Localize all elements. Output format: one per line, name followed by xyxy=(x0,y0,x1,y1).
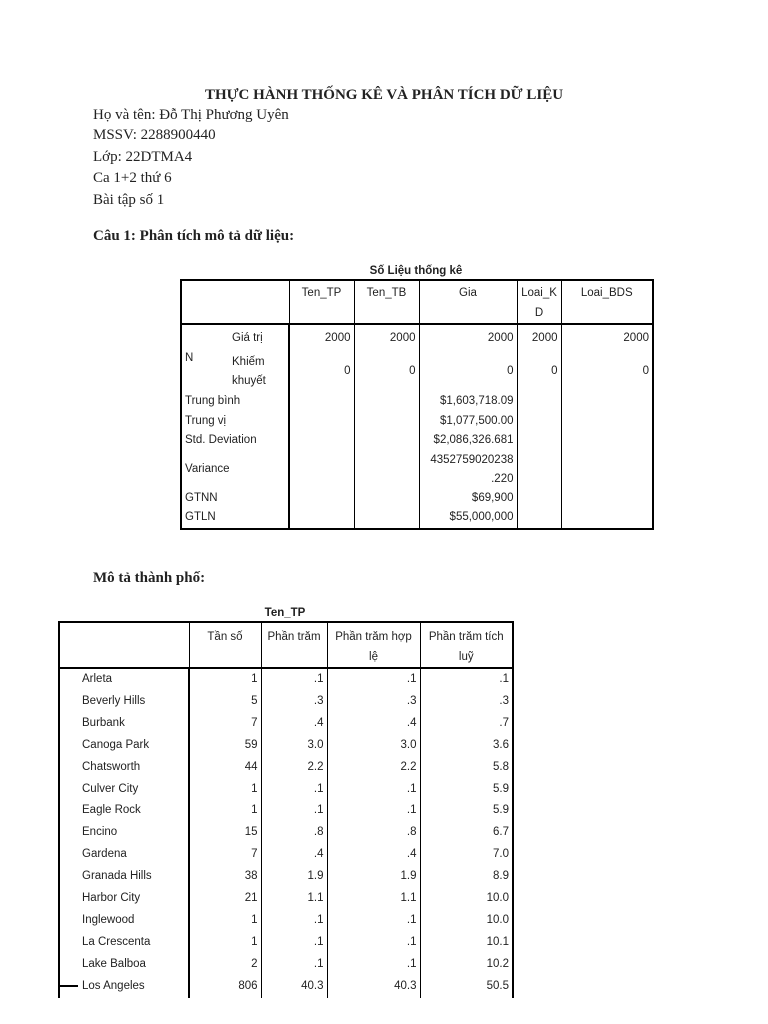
table-row xyxy=(59,822,513,844)
table-row xyxy=(59,932,513,954)
cell: 1.9 xyxy=(327,866,420,888)
stats-row-mean xyxy=(181,392,653,412)
document-title: THỰC HÀNH THỐNG KÊ VÀ PHÂN TÍCH DỮ LIỆU xyxy=(204,87,564,103)
row-label: Variance xyxy=(185,462,230,475)
cell: .1 xyxy=(327,954,420,976)
table-row xyxy=(59,691,513,713)
cell: 2000 xyxy=(419,324,517,352)
table-row xyxy=(59,713,513,735)
cell: 1 xyxy=(189,668,261,691)
stats-row-min xyxy=(181,489,653,509)
row-label: Std. Deviation xyxy=(185,434,257,446)
student-name: Họ và tên: Đỗ Thị Phương Uyên xyxy=(93,107,289,123)
cell: 0 xyxy=(354,352,419,392)
table-row xyxy=(59,910,513,932)
stats-header-row xyxy=(181,280,653,324)
stats-row-variance xyxy=(181,451,653,489)
city-name: Los Angeles xyxy=(82,979,145,992)
cell-line: 4352759020238 xyxy=(430,453,514,466)
cell: 1.9 xyxy=(261,866,327,888)
cell: 6.7 xyxy=(420,822,513,844)
cell: .4 xyxy=(261,844,327,866)
cell: $1,603,718.09 xyxy=(419,392,517,412)
cell: 21 xyxy=(189,888,261,910)
city-name: Culver City xyxy=(82,782,139,795)
cell: 0 xyxy=(289,352,354,392)
cell-line: .220 xyxy=(491,472,514,485)
cell: 7 xyxy=(189,713,261,735)
stats-row-max xyxy=(181,508,653,529)
cell: 40.3 xyxy=(261,976,327,998)
student-id: MSSV: 2288900440 xyxy=(93,127,216,143)
table-row xyxy=(59,757,513,779)
table-row xyxy=(59,735,513,757)
cell: $69,900 xyxy=(419,489,517,509)
city-name: Eagle Rock xyxy=(82,804,141,817)
cell: 1.1 xyxy=(327,888,420,910)
stats-row-median xyxy=(181,412,653,432)
cell: 3.0 xyxy=(261,735,327,757)
cell: .1 xyxy=(261,932,327,954)
row-label xyxy=(229,352,289,392)
cell: .4 xyxy=(261,713,327,735)
cell: .8 xyxy=(327,822,420,844)
cell: .1 xyxy=(261,800,327,822)
cell: .1 xyxy=(261,668,327,691)
cell: 2.2 xyxy=(327,757,420,779)
cell: .1 xyxy=(261,910,327,932)
table-row xyxy=(59,866,513,888)
city-table xyxy=(58,621,514,998)
cell: 3.6 xyxy=(420,735,513,757)
col-header: Gia xyxy=(419,280,517,324)
n-label: N xyxy=(185,351,194,364)
cell: 15 xyxy=(189,822,261,844)
cell: 2000 xyxy=(561,324,653,352)
cell: 0 xyxy=(561,352,653,392)
city-name: Beverly Hills xyxy=(82,694,146,707)
col-header: Phần trăm tích luỹ xyxy=(420,622,513,668)
row-label: Giá trị xyxy=(232,331,263,344)
cell: .4 xyxy=(327,713,420,735)
exercise-number: Bài tập số 1 xyxy=(93,192,165,208)
cell: .3 xyxy=(327,691,420,713)
city-name: Arleta xyxy=(82,673,113,685)
cell: .1 xyxy=(420,668,513,691)
city-name: Chatsworth xyxy=(82,760,141,773)
cell: 1.1 xyxy=(261,888,327,910)
cell: .8 xyxy=(261,822,327,844)
city-header-row xyxy=(59,622,513,668)
cell: .3 xyxy=(261,691,327,713)
cell: 44 xyxy=(189,757,261,779)
col-header: Phần trăm xyxy=(261,622,327,668)
table-row xyxy=(59,779,513,801)
question-1-heading: Câu 1: Phân tích mô tả dữ liệu: xyxy=(93,228,295,244)
cell: 2.2 xyxy=(261,757,327,779)
stats-table-caption: Số Liệu thống kê xyxy=(369,265,463,277)
row-label: GTNN xyxy=(185,491,218,504)
city-heading: Mô tả thành phố: xyxy=(93,570,206,586)
col-header: Ten_TB xyxy=(354,280,419,324)
cell: .4 xyxy=(327,844,420,866)
city-name: Inglewood xyxy=(82,913,135,926)
cell: 2000 xyxy=(289,324,354,352)
stats-row-valid xyxy=(181,324,653,352)
cell: .1 xyxy=(261,954,327,976)
cell: 10.2 xyxy=(420,954,513,976)
cell: 8.9 xyxy=(420,866,513,888)
col-header: Tần số xyxy=(189,622,261,668)
city-name: Granada Hills xyxy=(82,870,152,883)
city-name: Lake Balboa xyxy=(82,957,146,970)
cell: 38 xyxy=(189,866,261,888)
cell: 10.0 xyxy=(420,910,513,932)
col-header: Loai_BDS xyxy=(561,280,653,324)
table-row xyxy=(59,844,513,866)
table-row xyxy=(59,976,513,998)
cell: 5 xyxy=(189,691,261,713)
cell: 2 xyxy=(189,954,261,976)
cell: .1 xyxy=(261,779,327,801)
city-name: Gardena xyxy=(82,848,127,861)
cell: 40.3 xyxy=(327,976,420,998)
row-label: Trung bình xyxy=(185,395,241,407)
cell: 7 xyxy=(189,844,261,866)
cell: 7.0 xyxy=(420,844,513,866)
cell: .1 xyxy=(327,779,420,801)
row-label: Trung vị xyxy=(185,414,227,427)
cell: 50.5 xyxy=(420,976,513,998)
table-row xyxy=(59,668,513,691)
stats-table xyxy=(180,279,654,530)
cell: .1 xyxy=(327,800,420,822)
row-label-line: khuyết xyxy=(232,375,266,387)
cell: 5.8 xyxy=(420,757,513,779)
city-name: Harbor City xyxy=(82,892,141,905)
city-name: La Crescenta xyxy=(82,935,151,948)
cell: $1,077,500.00 xyxy=(419,412,517,432)
cell: 806 xyxy=(189,976,261,998)
cell: $2,086,326.681 xyxy=(419,431,517,451)
cell: 5.9 xyxy=(420,779,513,801)
cell: 0 xyxy=(419,352,517,392)
cell xyxy=(419,451,517,489)
cell: 10.1 xyxy=(420,932,513,954)
cell: 1 xyxy=(189,932,261,954)
col-header: Loai_K D xyxy=(517,280,561,324)
session-info: Ca 1+2 thứ 6 xyxy=(93,170,172,186)
cell: 1 xyxy=(189,800,261,822)
cell: 3.0 xyxy=(327,735,420,757)
city-name: Burbank xyxy=(82,716,125,729)
table-row xyxy=(59,800,513,822)
city-name: Canoga Park xyxy=(82,738,150,751)
cell: .7 xyxy=(420,713,513,735)
row-label: GTLN xyxy=(185,511,216,523)
cell: 2000 xyxy=(517,324,561,352)
cell: $55,000,000 xyxy=(419,508,517,529)
cell: 1 xyxy=(189,779,261,801)
table-row xyxy=(59,954,513,976)
cell: 10.0 xyxy=(420,888,513,910)
cell: 5.9 xyxy=(420,800,513,822)
stats-row-missing xyxy=(181,352,653,392)
cell: 0 xyxy=(517,352,561,392)
table-row xyxy=(59,888,513,910)
row-label-line: Khiếm xyxy=(232,356,265,368)
cell: .3 xyxy=(420,691,513,713)
class-name: Lớp: 22DTMA4 xyxy=(93,149,193,165)
cell: .1 xyxy=(327,910,420,932)
table-corner-line xyxy=(58,985,78,987)
col-header: Phần trăm hợp lệ xyxy=(327,622,420,668)
cell: 59 xyxy=(189,735,261,757)
stats-row-std xyxy=(181,431,653,451)
cell: .1 xyxy=(327,932,420,954)
col-header: Ten_TP xyxy=(289,280,354,324)
cell: 2000 xyxy=(354,324,419,352)
cell: 1 xyxy=(189,910,261,932)
city-table-caption: Ten_TP xyxy=(264,607,306,619)
city-name: Encino xyxy=(82,826,118,839)
cell: .1 xyxy=(327,668,420,691)
